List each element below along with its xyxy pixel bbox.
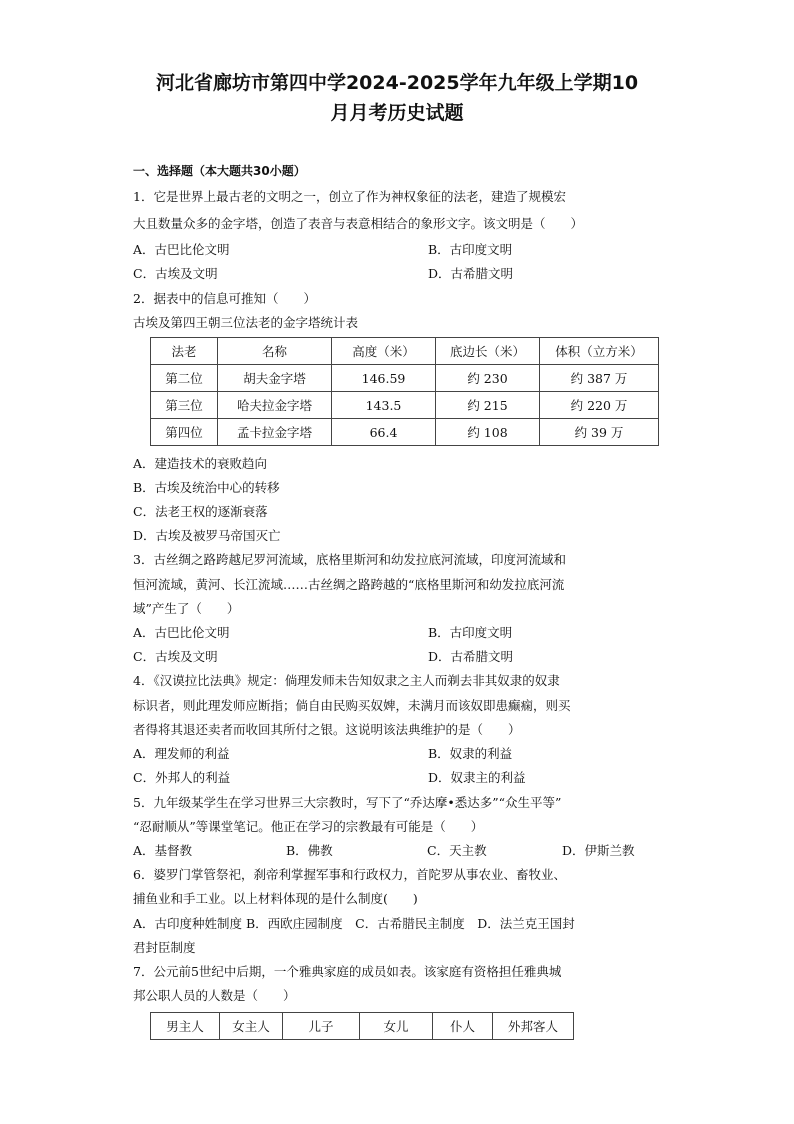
q2-option-a: A．建造技术的衰败趋向	[133, 456, 268, 471]
table-cell: 孟卡拉金字塔	[218, 419, 332, 446]
q3-stem-line-3: 域”产生了（ ）	[133, 601, 240, 616]
q1-stem-line-2: 大且数量众多的金字塔，创造了表音与表意相结合的象形文字。该文明是（ ）	[133, 216, 584, 231]
q2-option-c: C．法老王权的逐渐衰落	[133, 504, 268, 519]
q6-stem-line-2: 捕鱼业和手工业。以上材料体现的是什么制度( )	[133, 891, 418, 906]
table-cell: 约 215	[436, 392, 540, 419]
q4-option-a: A．理发师的利益	[133, 746, 230, 761]
table-cell: 外邦客人	[493, 1013, 574, 1040]
table-row	[151, 365, 659, 392]
table-cell: 女儿	[360, 1013, 433, 1040]
q5-option-b: B．佛教	[286, 843, 333, 858]
pyramid-table	[150, 337, 659, 446]
title-line-1: 河北省廊坊市第四中学2024-2025学年九年级上学期10	[155, 72, 639, 94]
q4-option-b: B．奴隶的利益	[428, 746, 513, 761]
q2-option-d: D．古埃及被罗马帝国灭亡	[133, 528, 281, 543]
title-line-2: 月月考历史试题	[330, 102, 464, 124]
q4-option-c: C．外邦人的利益	[133, 770, 231, 785]
section-heading: 一、选择题（本大题共30小题）	[133, 164, 306, 178]
q3-option-b: B．古印度文明	[428, 625, 513, 640]
q6-stem-line-1: 6．婆罗门掌管祭祀，刹帝利掌握军事和行政权力，首陀罗从事农业、畜牧业、	[133, 867, 566, 882]
table-header-cell: 高度（米）	[332, 338, 436, 365]
table-cell: 约 220 万	[540, 392, 659, 419]
table-cell: 约 39 万	[540, 419, 659, 446]
table-cell: 第三位	[151, 392, 218, 419]
page-title	[0, 68, 794, 128]
table-cell: 约 387 万	[540, 365, 659, 392]
q5-stem-line-1: 5．九年级某学生在学习世界三大宗教时，写下了“乔达摩•悉达多”“众生平等”	[133, 795, 562, 810]
q2-stem: 2．据表中的信息可推知（ ）	[133, 291, 316, 306]
q3-stem-line-2: 恒河流域，黄河、长江流域……古丝绸之路跨越的“底格里斯河和幼发拉底河流	[133, 577, 565, 592]
q5-option-d: D．伊斯兰教	[562, 843, 635, 858]
q1-stem-line-1: 1．它是世界上最古老的文明之一，创立了作为神权象征的法老，建造了规模宏	[133, 189, 566, 204]
q1-option-d: D．古希腊文明	[428, 266, 514, 281]
q2-table-caption: 古埃及第四王朝三位法老的金字塔统计表	[133, 315, 359, 330]
table-header-cell: 名称	[218, 338, 332, 365]
table-row	[151, 419, 659, 446]
q2-option-b: B．古埃及统治中心的转移	[133, 480, 280, 495]
table-cell: 66.4	[332, 419, 436, 446]
family-table	[150, 1012, 574, 1040]
q6-options-line-1: A．古印度种姓制度 B．西欧庄园制度 C．古希腊民主制度 D．法兰克王国封	[133, 916, 575, 931]
q4-stem-line-1: 4．《汉谟拉比法典》规定：倘理发师未告知奴隶之主人而剃去非其奴隶的奴隶	[133, 673, 560, 688]
q3-option-c: C．古埃及文明	[133, 649, 218, 664]
q3-stem-line-1: 3．古丝绸之路跨越尼罗河流域，底格里斯河和幼发拉底河流域，印度河流域和	[133, 552, 566, 567]
q6-options-line-2: 君封臣制度	[133, 940, 196, 955]
table-header-row	[151, 338, 659, 365]
q4-option-d: D．奴隶主的利益	[428, 770, 526, 785]
q5-option-c: C．天主教	[427, 843, 487, 858]
q7-stem-line-2: 邦公职人员的人数是（ ）	[133, 988, 296, 1003]
table-cell: 男主人	[151, 1013, 220, 1040]
q3-option-d: D．古希腊文明	[428, 649, 514, 664]
q5-stem-line-2: “忍耐顺从”等课堂笔记。他正在学习的宗教最有可能是（ ）	[133, 819, 484, 834]
table-cell: 143.5	[332, 392, 436, 419]
table-cell: 儿子	[283, 1013, 360, 1040]
table-cell: 哈夫拉金字塔	[218, 392, 332, 419]
table-header-cell: 底边长（米）	[436, 338, 540, 365]
table-cell: 胡夫金字塔	[218, 365, 332, 392]
q1-option-b: B．古印度文明	[428, 242, 513, 257]
table-header-cell: 体积（立方米）	[540, 338, 659, 365]
table-header-cell: 法老	[151, 338, 218, 365]
table-cell: 第四位	[151, 419, 218, 446]
q5-option-a: A．基督教	[133, 843, 193, 858]
q4-stem-line-3: 者得将其退还卖者而收回其所付之银。这说明该法典维护的是（ ）	[133, 722, 521, 737]
table-cell: 第二位	[151, 365, 218, 392]
table-cell: 约 108	[436, 419, 540, 446]
q3-option-a: A．古巴比伦文明	[133, 625, 230, 640]
table-cell: 女主人	[220, 1013, 283, 1040]
q7-stem-line-1: 7．公元前5世纪中后期，一个雅典家庭的成员如表。该家庭有资格担任雅典城	[133, 964, 562, 979]
q4-stem-line-2: 标识者，则此理发师应断指；倘自由民购买奴婢，未满月而该奴即患癫痫，则买	[133, 698, 571, 713]
table-row	[151, 1013, 574, 1040]
q1-option-c: C．古埃及文明	[133, 266, 218, 281]
q1-option-a: A．古巴比伦文明	[133, 242, 230, 257]
table-cell: 仆人	[433, 1013, 493, 1040]
table-cell: 约 230	[436, 365, 540, 392]
table-cell: 146.59	[332, 365, 436, 392]
table-row	[151, 392, 659, 419]
